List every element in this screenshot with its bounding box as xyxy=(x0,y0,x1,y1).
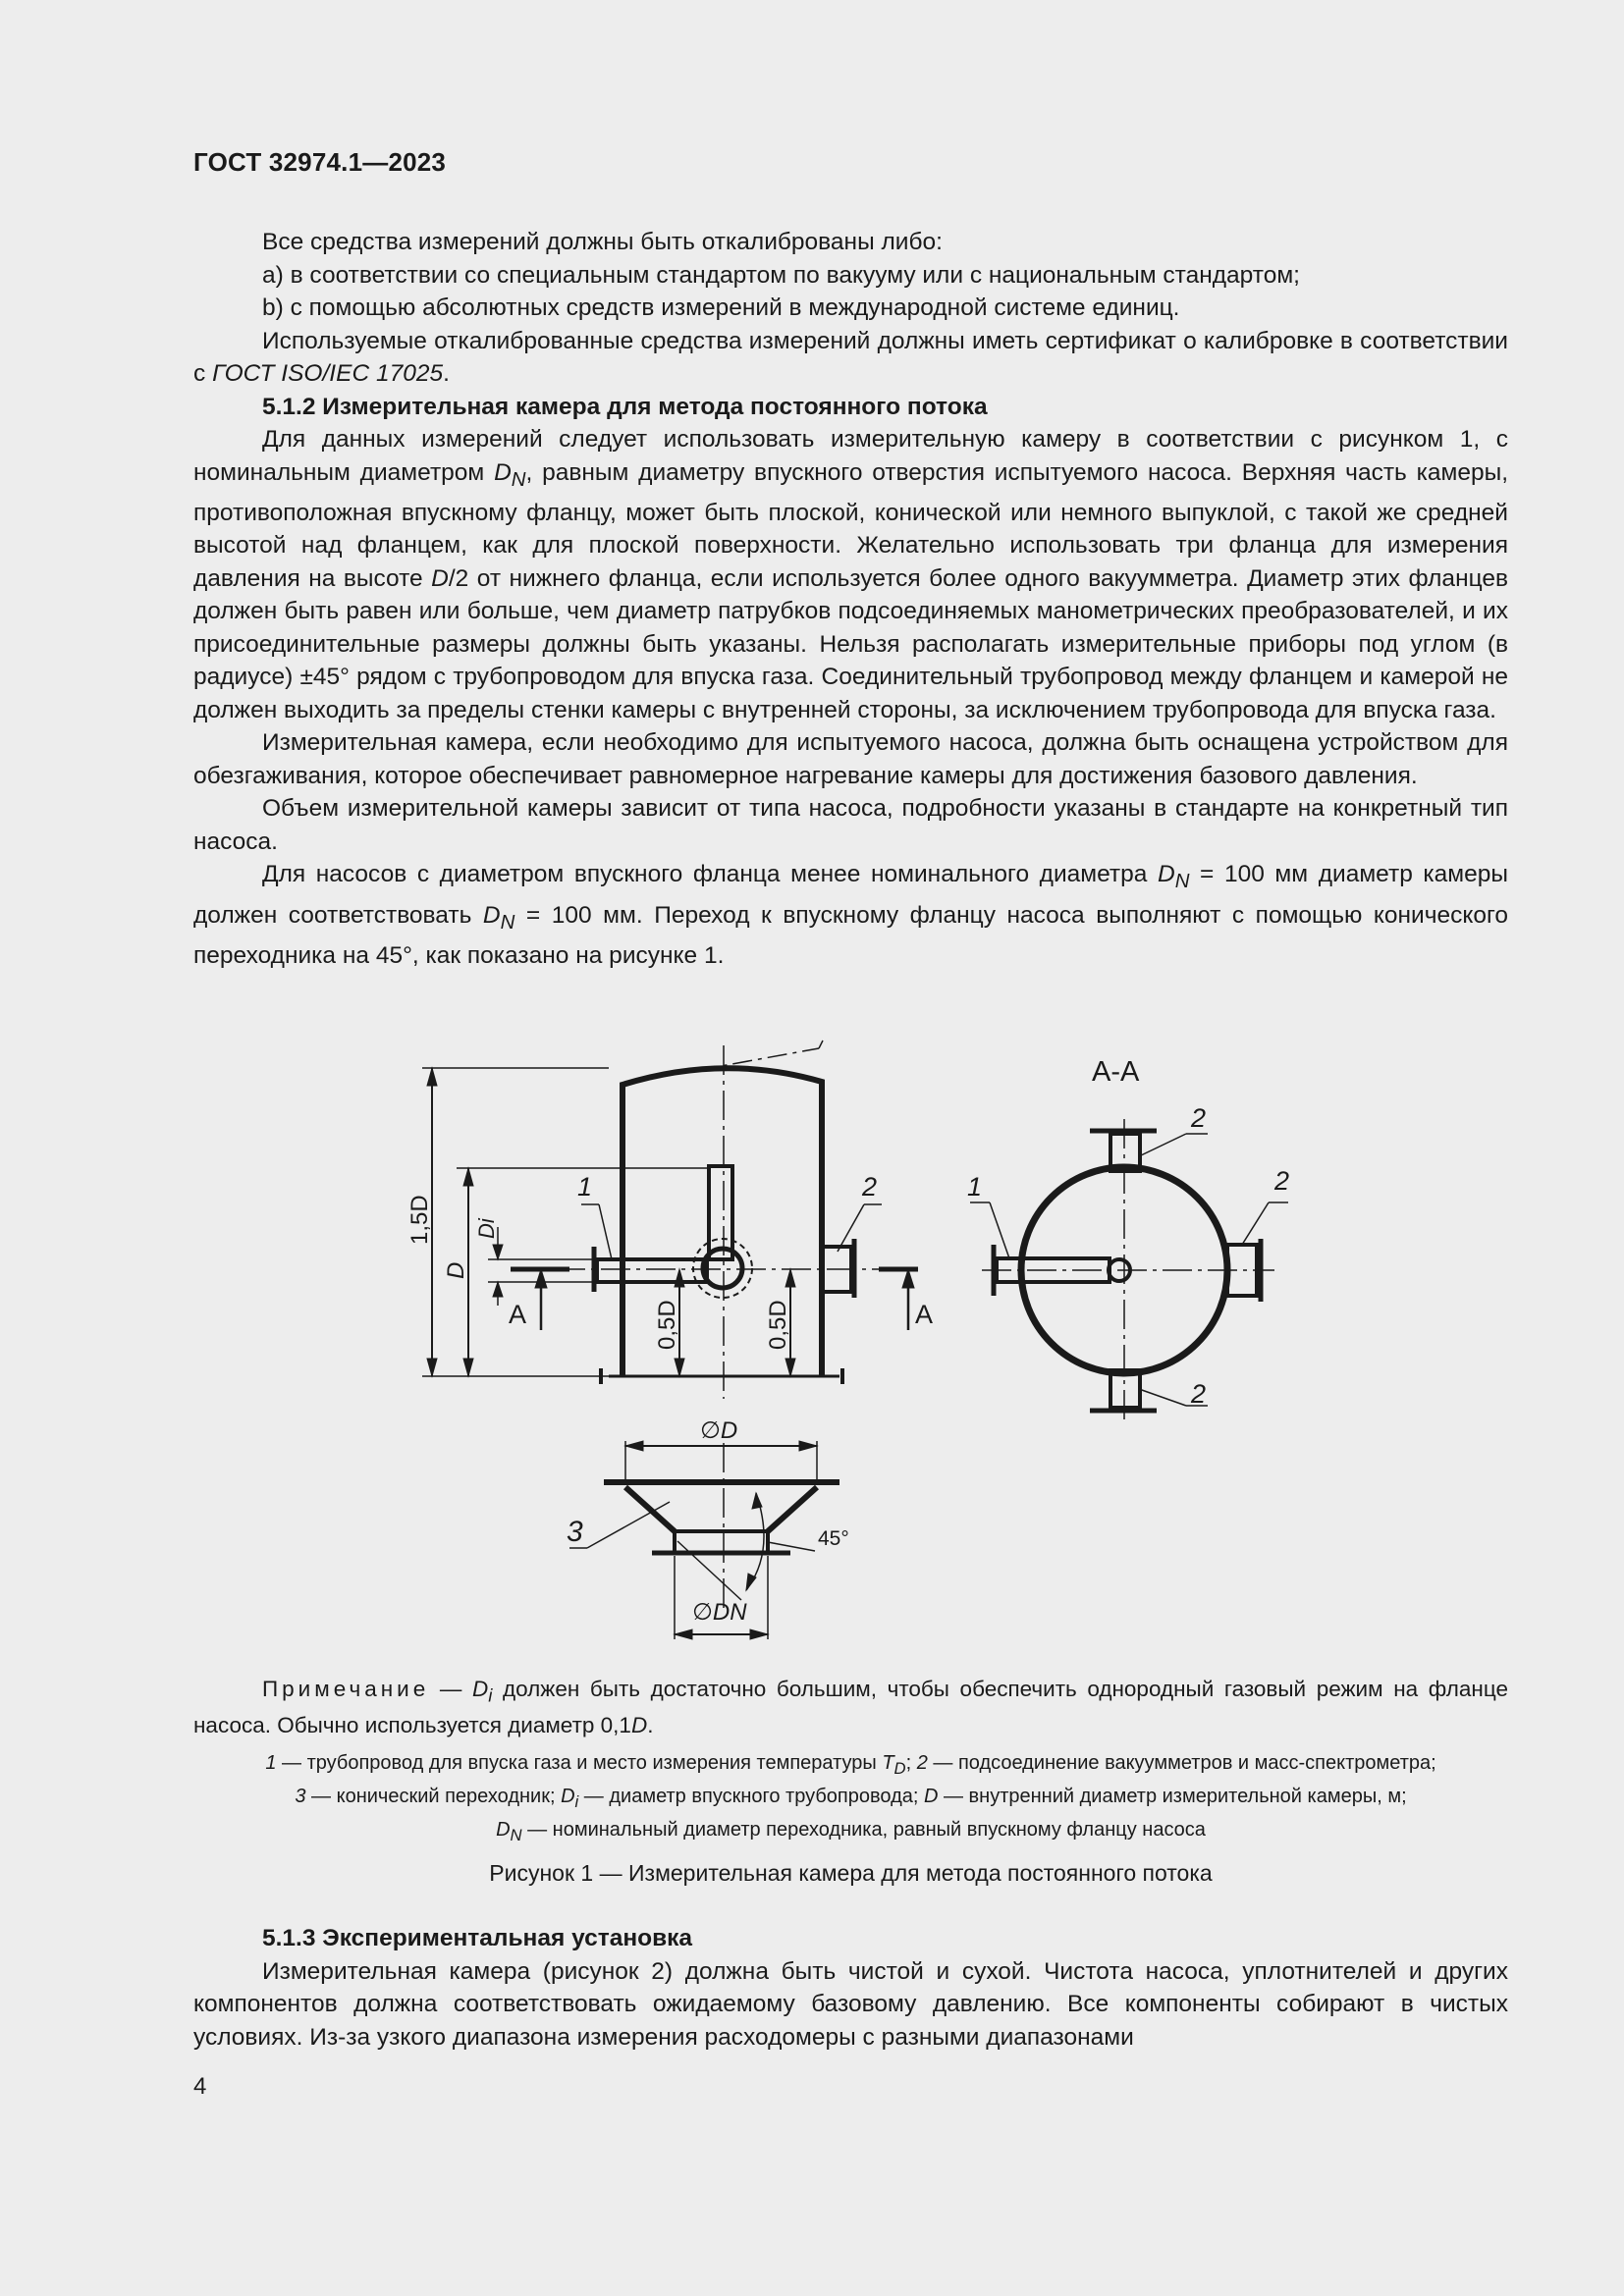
dimension-1-5d: 1,5D xyxy=(406,1195,433,1245)
section-mark-a-left: А xyxy=(509,1300,527,1329)
section-513-block xyxy=(193,1922,1508,2054)
callout-1-section: 1 xyxy=(967,1172,983,1201)
dimension-phi-dn: ∅DN xyxy=(692,1599,747,1626)
angle-label: 45° xyxy=(818,1527,849,1550)
callout-2-right: 2 xyxy=(1274,1166,1290,1196)
callout-3: 3 xyxy=(567,1516,583,1548)
paragraph: Все средства измерений должны быть откалиброваны либо: xyxy=(262,229,943,255)
section-heading: 5.1.2 Измерительная камера для метода постоянного потока xyxy=(262,393,988,420)
callout-2: 2 xyxy=(862,1172,878,1201)
paragraph: Измерительная камера (рисунок 2) должна быть чистой и сухой. Чистота насоса, уплотнителей и других компонентов должна соответствовать ожидаемому базовому давлению. Все компоненты собирают в чистых условиях. Из-за узкого диапазона измерения расходомеры с разными диапазонами xyxy=(193,1957,1508,2051)
section-mark-a-right: А xyxy=(915,1300,934,1329)
section-heading: 5.1.3 Экспериментальная установка xyxy=(262,1925,693,1951)
document-code: ГОСТ 32974.1—2023 xyxy=(193,147,447,177)
paragraph: Объем измерительной камеры зависит от типа насоса, подробности указаны в стандарте на конкретный тип насоса. xyxy=(193,795,1508,855)
callout-2-bottom: 2 xyxy=(1191,1379,1207,1409)
intro-block xyxy=(193,226,1508,973)
dimension-0-5d-right: 0,5D xyxy=(765,1300,791,1350)
page-number: 4 xyxy=(193,2073,207,2100)
standard-reference: ГОСТ ISO/IEC 17025 xyxy=(212,360,444,387)
note-label: Примечание xyxy=(262,1677,430,1701)
figure-legend: 1 — трубопровод для впуска газа и место измерения температуры $T_D$; 2 — подсоединение вакуумметров и масс-спектрометра; 3 — конический переходник; $D_i$ — диаметр впускного трубопровода; D — внутренний диаметр измерительной камеры, м; $D_N$ — номинальный диаметр переходника, равный впускному фланцу насоса xyxy=(265,1752,1436,1844)
dimension-di: Di xyxy=(474,1218,499,1239)
paragraph: Для насосов с диаметром впускного фланца менее номинального диаметра $D_N = 100$ мм диаметр камеры должен соответствовать $D_N = 100$ мм. Переход к впускному фланцу насоса выполняют с помощью конического переходника на 45°, как показано на рисунке 1. xyxy=(193,861,1509,970)
dimension-0-5d-left: 0,5D xyxy=(654,1300,680,1350)
figure-1-drawing xyxy=(0,1031,1624,1659)
callout-1: 1 xyxy=(577,1172,593,1201)
paragraph: Для данных измерений следует использовать измерительную камеру в соответствии с рисунком 1, с номинальным диаметром $D_N$, равным диаметру впускного отверстия испытуемого насоса. Верхняя часть камеры, противоположная впускному фланцу, может быть плоской, конической или немного выпуклой, с такой же средней высотой над фланцем, как для плоской поверхности. Желательно использовать три фланца для измерения давления на высоте D/2 от нижнего фланца, если используется более одного вакуумметра. Диаметр этих фланцев должен быть равен или больше, чем диаметр патрубков подсоединяемых манометрических преобразователей, и их присоединительные размеры должны быть указаны. Нельзя располагать измерительные приборы под углом (в радиусе) ±45° рядом с трубопроводом для впуска газа. Соединительный трубопровод между фланцем и камерой не должен выходить за пределы стенки камеры с внутренней стороны, за исключением трубопровода для впуска газа. xyxy=(193,426,1509,723)
paragraph: Используемые откалиброванные средства измерений должны иметь сертификат о калибровке в соответствии с ГОСТ ISO/IEC 17025. xyxy=(193,327,1508,387)
figure-note: Примечание — $D_i$ должен быть достаточно большим, чтобы обеспечить однородный газовый режим на фланце насоса. Обычно используется диаметр 0,1D. xyxy=(193,1677,1508,1737)
dimension-d: D xyxy=(443,1261,469,1279)
figure-caption: Рисунок 1 — Измерительная камера для метода постоянного потока xyxy=(489,1860,1213,1886)
callout-2-top: 2 xyxy=(1191,1103,1207,1133)
list-item: b) с помощью абсолютных средств измерений в международной системе единиц. xyxy=(262,294,1180,321)
section-label: А-А xyxy=(1092,1056,1140,1088)
chamber-section-view xyxy=(970,1119,1288,1423)
dimension-phi-d: ∅D xyxy=(700,1417,738,1444)
paragraph: Измерительная камера, если необходимо для испытуемого насоса, должна быть оснащена устройством для обезгаживания, которое обеспечивает равномерное нагревание камеры для достижения базового давления. xyxy=(193,729,1508,789)
list-item: a) в соответствии со специальным стандартом по вакууму или с национальным стандартом; xyxy=(262,261,1300,289)
